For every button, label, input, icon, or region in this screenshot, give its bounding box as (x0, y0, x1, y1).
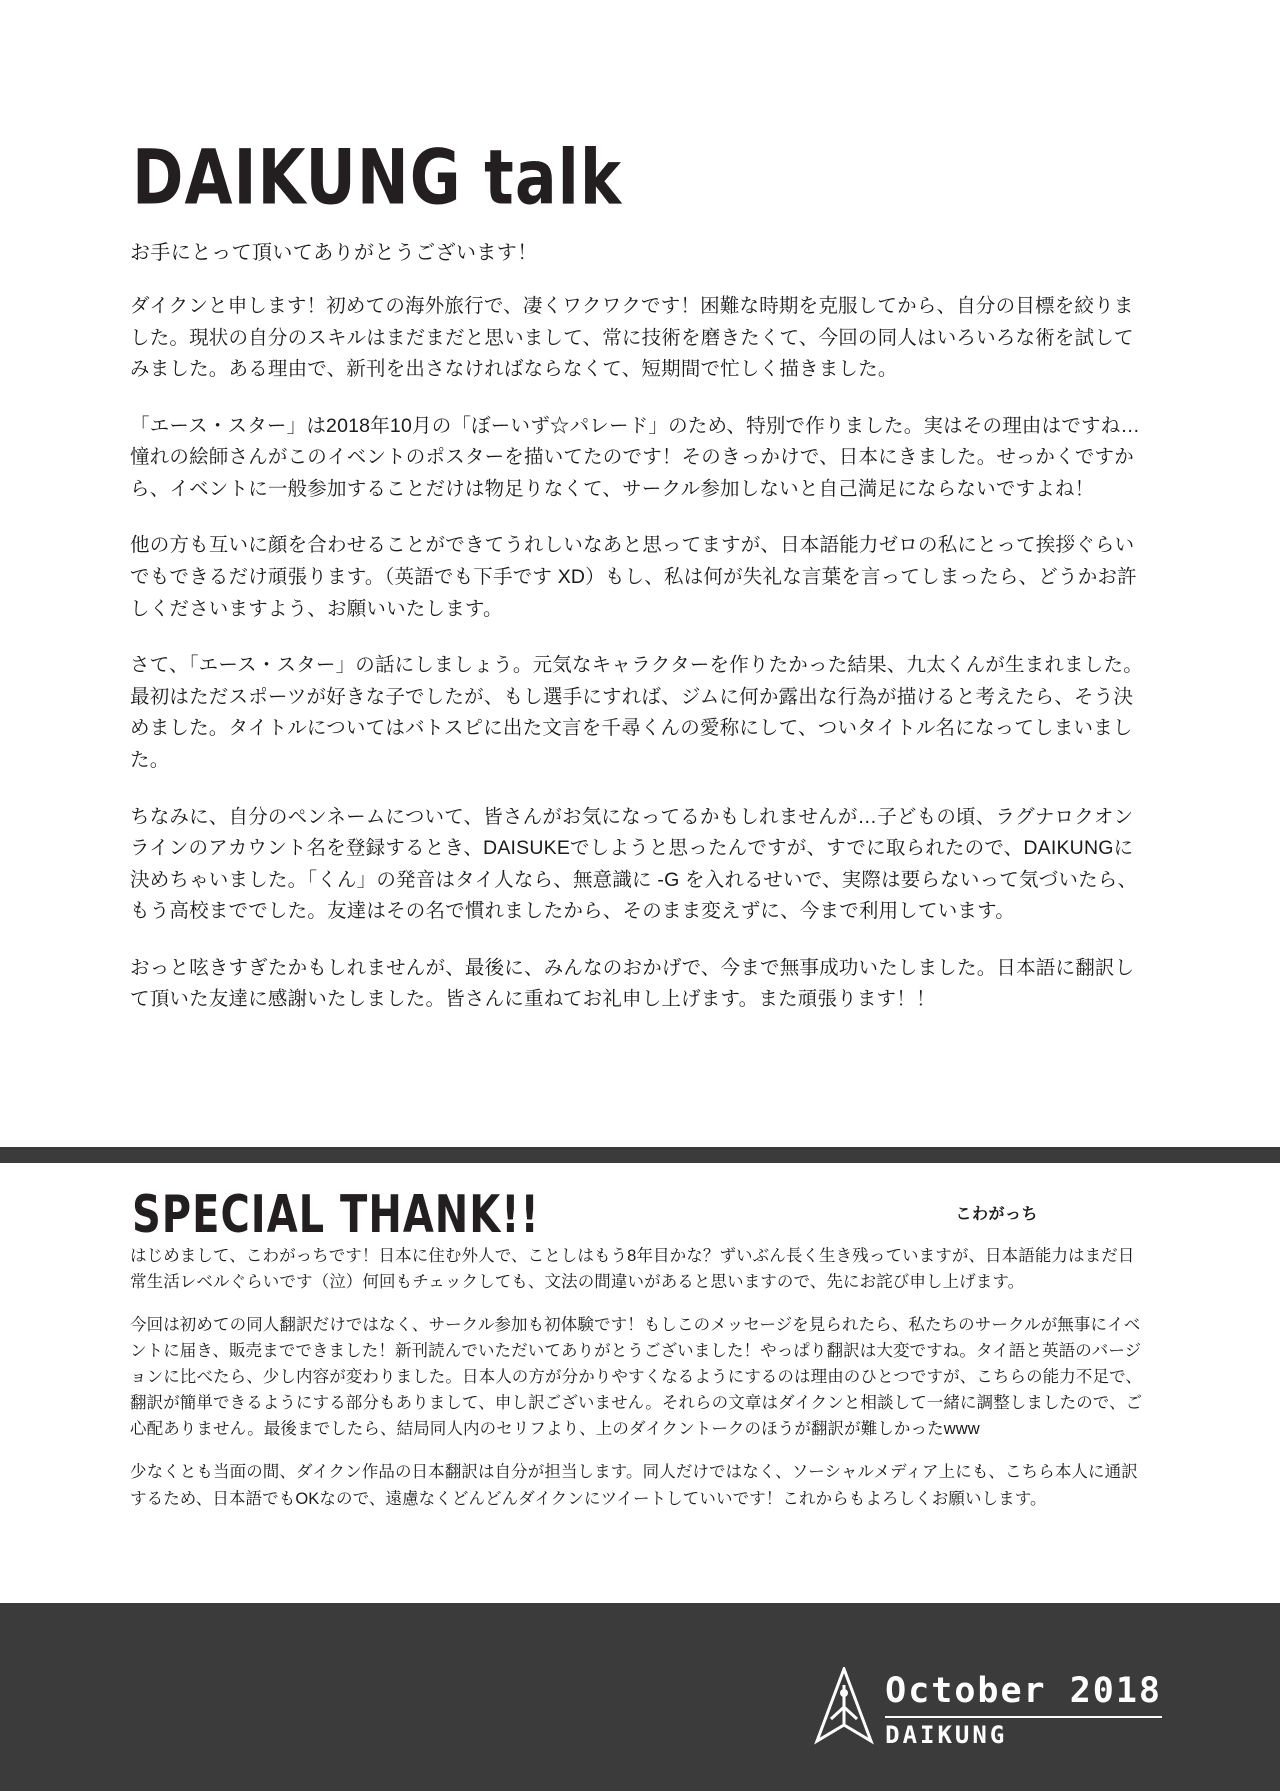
thanks-paragraph-2: 今回は初めての同人翻訳だけではなく、サークル参加も初体験です！もしこのメッセージを見られたら、私たちのサークルが無事にイベントに届き、販売までできました！新刊読んでいただいてありがとうございました！やっぱり翻訳は大変ですね。タイ語と英語のバージョンに比べたら、少し内容が変わりました。日本人の方が分かりやすくなるようにするのは理由のひとつですが、こちらの能力不足で、翻訳が簡単できるようにする部分もありまして、申し訳ございません。それらの文章はダイクンと相談して一緒に調整しましたので、ご心配ありません。最後までしたら、結局同人内のセリフより、上のダイクントークのほうが翻訳が難しかったwww (130, 1316, 1143, 1439)
footer-brand: DAIKUNG (885, 1716, 1162, 1747)
talk-paragraph-6: おっと呟きすぎたかもしれませんが、最後に、みんなのおかげで、今まで無事成功いたしました。日本語に翻訳して頂いた友達に感謝いたしました。皆さんに重ねてお礼申し上げます。また頑張ります！！ (130, 956, 1135, 1011)
special-thanks-header (130, 1185, 1150, 1243)
special-thanks-title: SPECIAL THANK!! (132, 1185, 540, 1245)
thanks-paragraph-1: はじめまして、こわがっちです！日本に住む外人で、ことしはもう8年目かな？ずいぶん長く生き残っていますが、日本語能力はまだ日常生活レベルぐらいです（泣）何回もチェックしても、文法の間違いがあると思いますので、先にお詫び申し上げます。 (130, 1247, 1135, 1292)
talk-paragraph-4: さて、「エース・スター」の話にしましょう。元気なキャラクターを作りたかった結果、九太くんが生まれました。最初はただスポーツが好きな子でしたが、もし選手にすれば、ジムに何か露出な行為が描けると考えたら、そう決めました。タイトルについてはバトスピに出た文言を千尋くんの愛称にして、ついタイトル名になってしまいました。 (130, 654, 1143, 771)
talk-paragraph-5: ちなみに、自分のペンネームについて、皆さんがお気になってるかもしれませんが…子どもの頃、ラグナロクオンラインのアカウント名を登録するとき、DAISUKEでしようと思ったんですが、すでに取られたので、DAIKUNGに決めちゃいました。「くん」の発音はタイ人なら、無意識に -G を入れるせいで、実際は要らないって気づいたら、もう高校まででした。友達はその名で慣れましたから、そのまま変えずに、今まで利用しています。 (130, 805, 1138, 923)
talk-paragraph-2: 「エース・スター」は2018年10月の「ぼーいず☆パレード」のため、特別で作りました。実はその理由はですね… 憧れの絵師さんがこのイベントのポスターを描いてたのです！そのきっかけで、日本にきました。せっかくですから、イベントに一般参加することだけは物足りなくて、サークル参加しないと自己満足にならないですよね！ (130, 414, 1141, 500)
footer-date: October 2018 (885, 1671, 1162, 1711)
page-title: DAIKUNG talk (132, 132, 623, 222)
greeting-line: お手にとって頂いてありがとうございます！ (130, 242, 538, 264)
daikung-mark-icon (813, 1667, 875, 1745)
special-thanks-section (0, 1163, 1280, 1603)
talk-paragraph-1: ダイクンと申します！初めての海外旅行で、凄くワクワクです！困難な時期を克服してから、自分の目標を絞りました。現状の自分のスキルはまだまだと思いまして、常に技術を磨きたくて、今回の同人はいろいろな術を試してみました。ある理由で、新刊を出さなければならなくて、短期間で忙しく描きました。 (130, 295, 1134, 381)
page-footer (0, 1603, 1280, 1791)
section-divider (0, 1147, 1280, 1163)
footer-text-block (885, 1671, 1162, 1749)
footer-signature (813, 1667, 1162, 1747)
thanks-paragraph-3: 少なくとも当面の間、ダイクン作品の日本翻訳は自分が担当します。同人だけではなく、ソーシャルメディア上にも、こちら本人に通訳するため、日本語でもOKなので、遠慮なくどんどんダイクンにツイートしていいです！これからもよろしくお願いします。 (130, 1463, 1138, 1508)
talk-paragraph-3: 他の方も互いに顔を合わせることができてうれしいなあと思ってますが、日本語能力ゼロの私にとって挨拶ぐらいでもできるだけ頑張ります。（英語でも下手です XD）もし、私は何が失礼な言葉を言ってしまったら、どうかお許しくださいますよう、お願いいたします。 (130, 534, 1137, 620)
special-thanks-author: こわがっち (955, 1206, 1038, 1223)
